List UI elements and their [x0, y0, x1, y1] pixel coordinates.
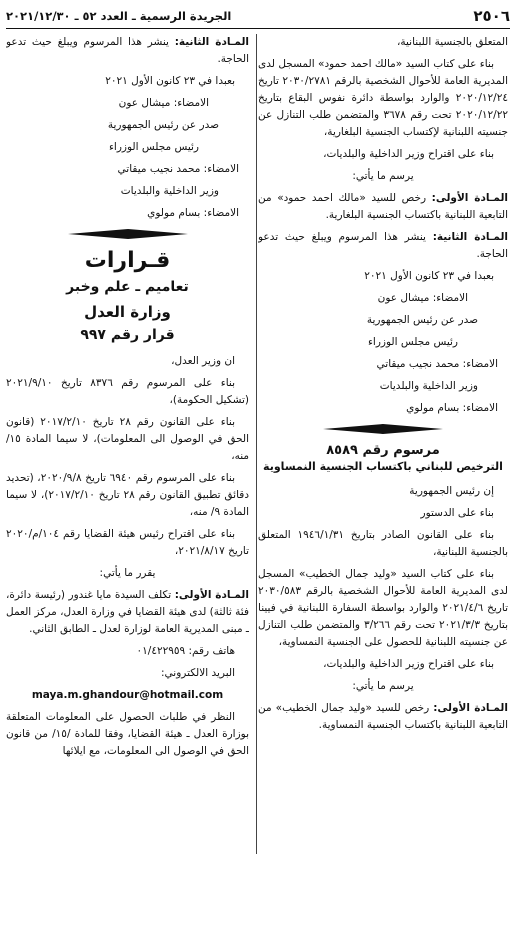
separator-ornament [323, 423, 443, 435]
column-divider [256, 34, 257, 854]
prime-minister: رئيس مجلس الوزراء [108, 141, 199, 153]
article-text: تكلف السيدة مايا غندور (رئيسة دائرة، فئة ثالثة) لدى هيئة القضايا في وزارة العدل، مركز العمل ـ مبنى المديرية العامة لوزارة لعدل ـ الطابق الثاني. [6, 589, 249, 635]
decree-a-date: بعبدا في ٢٣ كانون الأول ٢٠٢١ [364, 270, 494, 282]
email-address: maya.m.ghandour@hotmail.com [31, 689, 224, 701]
signature-pm: الامضاء: محمد نجيب ميقاتي [376, 358, 498, 370]
decision-final-text: النظر في طلبات الحصول على المعلومات المتعلقة بوزارة العدل ـ هيئة القضايا، وفقا للمادة /١٥/ من قانون الحق في الوصول الى المعلومات، مع ايلائها [6, 711, 249, 757]
gazette-title: الجريدة الرسمية ـ العدد ٥٢ ـ ٢٠٢١/١٢/٣٠ [6, 9, 232, 23]
section-subtitle: تعاميم ـ علم وخبر [66, 279, 189, 295]
signature-president: الامضاء: ميشال عون [377, 292, 468, 304]
separator-ornament [68, 228, 188, 240]
decree-b-subject: الترخيص للبناني باكتساب الجنسية النمساوية [263, 460, 503, 473]
page-header [6, 6, 510, 29]
prev-date: بعبدا في ٢٣ كانون الأول ٢٠٢١ [105, 75, 235, 87]
minister-interior: وزير الداخلية والبلديات [120, 185, 219, 197]
email-label: البريد الالكتروني: [161, 667, 235, 679]
decree-b-president: إن رئيس الجمهورية [409, 485, 494, 497]
decision-decides: يقرر ما يأتي: [99, 567, 156, 579]
article-label: المـادة الأولى: [433, 702, 508, 714]
decree-a-article-2 [258, 229, 508, 263]
issued-by: صدر عن رئيس الجمهورية [366, 314, 478, 326]
article-text: رخص للسيد «وليد جمال الخطيب» من التابعية اللبنانية باكتساب الجنسية النمساوية. [258, 702, 508, 731]
decision-minister: ان وزير العدل، [171, 355, 235, 367]
prev-article-2 [6, 34, 249, 68]
decree-a-basis: بناء على كتاب السيد «مالك احمد حمود» المسجل لدى المديرية العامة للأحوال الشخصية بالرقم ٢٠٣٠/٢٧٨١ تاريخ ٢٠٢٠/١٢/٢٤ والوارد بواسطة دائرة نفوس البقاع بتاريخ ٢٠٢٠/١٢/٢٢ تحت رقم ٣٦٧٨ والمتضمن طلب التنازل عن جنسيته اللبنانية لإكتساب الجنسية البلغارية، [258, 58, 508, 138]
decision-basis-3: بناء على المرسوم رقم ٦٩٤٠ تاريخ ٢٠٢٠/٩/٨، (تحديد دقائق تطبيق القانون رقم ٢٨ تاريخ ٢٠١٧/٢/١٠)، لا سيما المادة ٩/ منه، [6, 472, 249, 518]
article-label: المـادة الأولى: [174, 589, 249, 601]
article-text: ينشر هذا المرسوم ويبلغ حيث تدعو الحاجة. [258, 231, 508, 260]
section-title: قـرارات [84, 248, 171, 273]
decree-b-law: بناء على القانون الصادر بتاريخ ١٩٤٦/١/٣١ المتعلق بالجنسية اللبنانية، [258, 529, 508, 558]
article-label: المـادة الثانية: [174, 36, 249, 48]
page-number: ٢٥٠٦ [473, 7, 510, 25]
decision-basis-2: بناء على القانون رقم ٢٨ تاريخ ٢٠١٧/٢/١٠ (قانون الحق في الوصول الى المعلومات)، لا سيما المادة ١٥/ منه، [6, 416, 249, 462]
article-text: ينشر هذا المرسوم ويبلغ حيث تدعو الحاجة. [6, 36, 249, 65]
decree-b-proposal: بناء على اقتراح وزير الداخلية والبلديات، [323, 658, 494, 670]
decision-basis-4: بناء على اقتراح رئيس هيئة القضايا رقم ١٠٤/م/٢٠٢٠ تاريخ ٢٠٢١/٨/١٧، [6, 528, 249, 557]
decree-b-number: مرسوم رقم ٨٥٨٩ [326, 443, 440, 458]
article-label: المـادة الأولى: [431, 192, 508, 204]
decree-b-decrees: يرسم ما يأتي: [352, 680, 414, 692]
decree-b-constitution: بناء على الدستور [420, 507, 494, 519]
prime-minister: رئيس مجلس الوزراء [367, 336, 458, 348]
decision-basis-1: بناء على المرسوم رقم ٨٣٧٦ تاريخ ٢٠٢١/٩/١٠ (تشكيل الحكومة)، [6, 377, 249, 406]
phone-line: هاتف رقم: ٠١/٤٢٢٩٥٩ [136, 645, 235, 657]
continued-line: المتعلق بالجنسية اللبنانية، [397, 36, 508, 48]
right-column [258, 34, 508, 929]
decree-b-article-1 [258, 700, 508, 734]
signature-minister: الامضاء: بسام مولوي [147, 207, 239, 219]
article-text: رخص للسيد «مالك احمد حمود» من التابعية اللبنانية باكتساب الجنسية البلغارية. [258, 192, 508, 221]
decree-a-proposal: بناء على اقتراح وزير الداخلية والبلديات، [323, 148, 494, 160]
decision-article-1 [6, 587, 249, 638]
decree-b-basis: بناء على كتاب السيد «وليد جمال الخطيب» المسجل لدى المديرية العامة للأحوال الشخصية بالرقم ٢٠٣٠/٥٨٣ تاريخ ٢٠٢١/٤/٦ والوارد بواسطة السفارة اللبنانية في فيينا بتاريخ ٢٠٢١/٣/٣ تحت رقم ٣/٢٦٦ والمتضمن طلب التنازل عن جنسيته اللبنانية للحصول على الجنسية النمساوية، [258, 568, 508, 648]
signature-president: الامضاء: ميشال عون [118, 97, 209, 109]
signature-minister: الامضاء: بسام مولوي [406, 402, 498, 414]
decree-a-article-1 [258, 190, 508, 224]
issued-by: صدر عن رئيس الجمهورية [107, 119, 219, 131]
signature-pm: الامضاء: محمد نجيب ميقاتي [117, 163, 239, 175]
decree-a-decrees: يرسم ما يأتي: [352, 170, 414, 182]
minister-interior: وزير الداخلية والبلديات [379, 380, 478, 392]
left-column [6, 34, 249, 929]
decision-number: قرار رقم ٩٩٧ [80, 327, 175, 343]
ministry-title: وزارة العدل [84, 303, 171, 321]
article-label: المـادة الثانية: [432, 231, 508, 243]
